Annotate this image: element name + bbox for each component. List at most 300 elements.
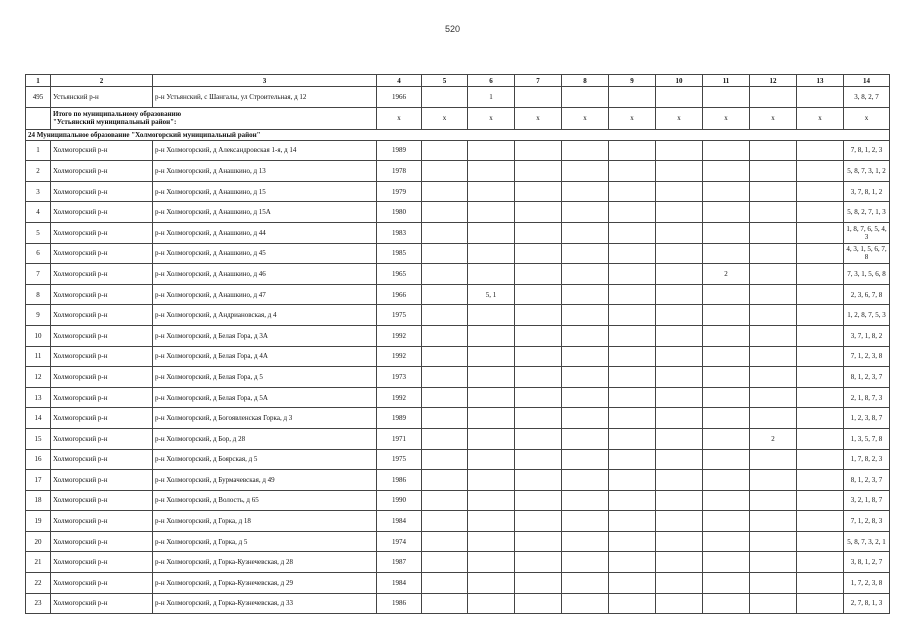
value-cell [562, 449, 609, 470]
value-cell [703, 387, 750, 408]
codes-cell: 7, 1, 2, 8, 3 [844, 511, 890, 532]
year-cell: 1992 [377, 346, 422, 367]
value-cell [703, 202, 750, 223]
value-cell [703, 284, 750, 305]
district-cell: Холмогорский р-н [51, 346, 153, 367]
section-row [26, 129, 890, 140]
year-cell: 1966 [377, 284, 422, 305]
value-cell [422, 408, 468, 429]
district-cell: Холмогорский р-н [51, 511, 153, 532]
value-cell [750, 222, 797, 243]
address-cell: р-н Холмогорский, д Анашкино, д 47 [153, 284, 377, 305]
year-cell: 1971 [377, 428, 422, 449]
district-cell: Холмогорский р-н [51, 202, 153, 223]
value-cell [797, 243, 844, 264]
subtotal-mark: x [656, 107, 703, 129]
table-row [26, 346, 890, 367]
value-cell [422, 325, 468, 346]
codes-cell: 5, 8, 7, 3, 1, 2 [844, 161, 890, 182]
value-cell [797, 511, 844, 532]
column-header: 8 [562, 75, 609, 87]
value-cell [468, 264, 515, 285]
row-number: 22 [26, 573, 51, 594]
value-cell [422, 511, 468, 532]
district-cell: Холмогорский р-н [51, 161, 153, 182]
value-cell [515, 346, 562, 367]
value-cell [562, 367, 609, 388]
value-cell [750, 449, 797, 470]
value-cell [515, 140, 562, 161]
value-cell [609, 305, 656, 326]
table-row [26, 490, 890, 511]
value-cell [515, 408, 562, 429]
value-cell [468, 161, 515, 182]
year-cell: 1966 [377, 87, 422, 108]
value-cell [797, 593, 844, 614]
value-cell [562, 470, 609, 491]
address-cell: р-н Холмогорский, д Анашкино, д 13 [153, 161, 377, 182]
value-cell [703, 87, 750, 108]
value-cell [609, 387, 656, 408]
value-cell [703, 511, 750, 532]
column-header: 11 [703, 75, 750, 87]
address-cell: р-н Устьянский, с Шангалы, ул Строительная, д 12 [153, 87, 377, 108]
row-number: 1 [26, 140, 51, 161]
row-number: 3 [26, 181, 51, 202]
value-cell [750, 511, 797, 532]
address-cell: р-н Холмогорский, д Анашкино, д 46 [153, 264, 377, 285]
row-number: 14 [26, 408, 51, 429]
value-cell [515, 593, 562, 614]
value-cell [562, 511, 609, 532]
value-cell [750, 531, 797, 552]
value-cell [656, 222, 703, 243]
value-cell [656, 593, 703, 614]
subtotal-mark: x [377, 107, 422, 129]
row-number: 11 [26, 346, 51, 367]
value-cell [750, 490, 797, 511]
value-cell [468, 202, 515, 223]
row-number: 16 [26, 449, 51, 470]
value-cell [609, 490, 656, 511]
value-cell [797, 325, 844, 346]
year-cell: 1989 [377, 140, 422, 161]
value-cell [656, 264, 703, 285]
table-row [26, 325, 890, 346]
district-cell: Холмогорский р-н [51, 140, 153, 161]
year-cell: 1980 [377, 202, 422, 223]
district-cell: Холмогорский р-н [51, 284, 153, 305]
value-cell [422, 87, 468, 108]
value-cell [797, 490, 844, 511]
value-cell [422, 552, 468, 573]
value-cell [562, 573, 609, 594]
value-cell [750, 284, 797, 305]
value-cell [422, 387, 468, 408]
value-cell [609, 531, 656, 552]
value-cell [656, 511, 703, 532]
value-cell [422, 490, 468, 511]
year-cell: 1983 [377, 222, 422, 243]
value-cell [797, 222, 844, 243]
value-cell [797, 552, 844, 573]
codes-cell: 3, 8, 1, 2, 7 [844, 552, 890, 573]
value-cell [468, 490, 515, 511]
subtotal-mark: x [797, 107, 844, 129]
year-cell: 1975 [377, 449, 422, 470]
value-cell [609, 573, 656, 594]
value-cell [515, 161, 562, 182]
column-header: 1 [26, 75, 51, 87]
column-header: 6 [468, 75, 515, 87]
value-cell [797, 284, 844, 305]
address-cell: р-н Холмогорский, д Горка-Кузнечевская, д 33 [153, 593, 377, 614]
value-cell [468, 428, 515, 449]
value-cell [562, 490, 609, 511]
value-cell [797, 387, 844, 408]
value-cell [515, 87, 562, 108]
address-cell: р-н Холмогорский, д Анашкино, д 15А [153, 202, 377, 223]
value-cell [703, 490, 750, 511]
value-cell [797, 408, 844, 429]
value-cell [656, 428, 703, 449]
row-number: 12 [26, 367, 51, 388]
table-row [26, 408, 890, 429]
value-cell [562, 243, 609, 264]
district-cell: Холмогорский р-н [51, 387, 153, 408]
value-cell [468, 408, 515, 429]
value-cell [562, 140, 609, 161]
row-number: 23 [26, 593, 51, 614]
year-cell: 1992 [377, 325, 422, 346]
value-cell [609, 222, 656, 243]
value-cell [656, 161, 703, 182]
value-cell [656, 490, 703, 511]
codes-cell: 3, 7, 8, 1, 2 [844, 181, 890, 202]
section-title: 24 Муниципальное образование "Холмогорский муниципальный район" [26, 129, 890, 140]
value-cell [703, 408, 750, 429]
address-cell: р-н Холмогорский, д Горка, д 5 [153, 531, 377, 552]
value-cell [422, 470, 468, 491]
value-cell [750, 140, 797, 161]
address-cell: р-н Холмогорский, д Бурмачевская, д 49 [153, 470, 377, 491]
row-number: 19 [26, 511, 51, 532]
value-cell [656, 387, 703, 408]
value-cell [468, 325, 515, 346]
value-cell [468, 531, 515, 552]
value-cell [656, 531, 703, 552]
value-cell: 5, 1 [468, 284, 515, 305]
value-cell [750, 346, 797, 367]
row-number: 7 [26, 264, 51, 285]
year-cell: 1990 [377, 490, 422, 511]
subtotal-title-line: "Устьянский муниципальный район": [53, 118, 177, 127]
value-cell [750, 552, 797, 573]
value-cell [422, 202, 468, 223]
value-cell [703, 531, 750, 552]
row-number: 18 [26, 490, 51, 511]
address-cell: р-н Холмогорский, д Горка-Кузнечевская, д 28 [153, 552, 377, 573]
value-cell [656, 202, 703, 223]
value-cell [422, 161, 468, 182]
value-cell [468, 573, 515, 594]
value-cell [703, 161, 750, 182]
value-cell [750, 367, 797, 388]
table-row [26, 284, 890, 305]
table-row [26, 140, 890, 161]
value-cell [422, 140, 468, 161]
address-cell: р-н Холмогорский, д Анашкино, д 45 [153, 243, 377, 264]
district-cell: Холмогорский р-н [51, 531, 153, 552]
value-cell [656, 284, 703, 305]
value-cell [703, 222, 750, 243]
value-cell [468, 593, 515, 614]
column-number-row [26, 75, 890, 87]
column-header: 2 [51, 75, 153, 87]
subtotal-title-line: Итого по муниципальному образованию [53, 110, 182, 119]
value-cell [609, 449, 656, 470]
value-cell [609, 202, 656, 223]
value-cell [750, 387, 797, 408]
table-row [26, 264, 890, 285]
district-cell: Холмогорский р-н [51, 552, 153, 573]
subtotal-row [26, 107, 890, 129]
value-cell [468, 511, 515, 532]
value-cell [703, 593, 750, 614]
table-row [26, 511, 890, 532]
value-cell [703, 573, 750, 594]
table-row [26, 552, 890, 573]
row-number: 10 [26, 325, 51, 346]
value-cell [422, 573, 468, 594]
codes-cell: 1, 7, 2, 3, 8 [844, 573, 890, 594]
subtotal-mark: x [468, 107, 515, 129]
value-cell [515, 490, 562, 511]
value-cell [562, 181, 609, 202]
codes-cell: 1, 3, 5, 7, 8 [844, 428, 890, 449]
value-cell [422, 284, 468, 305]
row-number: 17 [26, 470, 51, 491]
value-cell [609, 552, 656, 573]
value-cell [797, 140, 844, 161]
table-row [26, 243, 890, 264]
housing-register-table [25, 74, 890, 614]
value-cell [703, 552, 750, 573]
value-cell [515, 222, 562, 243]
address-cell: р-н Холмогорский, д Горка-Кузнечевская, д 29 [153, 573, 377, 594]
address-cell: р-н Холмогорский, д Волость, д 65 [153, 490, 377, 511]
value-cell [797, 161, 844, 182]
year-cell: 1973 [377, 367, 422, 388]
value-cell [609, 408, 656, 429]
value-cell [609, 284, 656, 305]
subtotal-mark: x [562, 107, 609, 129]
value-cell [797, 181, 844, 202]
value-cell [609, 140, 656, 161]
address-cell: р-н Холмогорский, д Бор, д 28 [153, 428, 377, 449]
district-cell: Холмогорский р-н [51, 470, 153, 491]
codes-cell: 1, 7, 8, 2, 3 [844, 449, 890, 470]
value-cell [656, 367, 703, 388]
table-row [26, 573, 890, 594]
table-row [26, 428, 890, 449]
codes-cell: 7, 3, 1, 5, 6, 8 [844, 264, 890, 285]
column-header: 14 [844, 75, 890, 87]
subtotal-mark: x [844, 107, 890, 129]
value-cell [656, 140, 703, 161]
value-cell [515, 511, 562, 532]
value-cell [562, 87, 609, 108]
value-cell [422, 264, 468, 285]
table-row [26, 470, 890, 491]
district-cell: Холмогорский р-н [51, 428, 153, 449]
table-row [26, 222, 890, 243]
value-cell [703, 428, 750, 449]
year-cell: 1978 [377, 161, 422, 182]
value-cell [750, 243, 797, 264]
value-cell [422, 367, 468, 388]
value-cell [562, 593, 609, 614]
value-cell [609, 593, 656, 614]
value-cell [797, 573, 844, 594]
value-cell [562, 305, 609, 326]
value-cell [797, 470, 844, 491]
value-cell [468, 552, 515, 573]
value-cell [797, 428, 844, 449]
district-cell: Холмогорский р-н [51, 490, 153, 511]
value-cell [656, 552, 703, 573]
value-cell [562, 531, 609, 552]
row-number: 2 [26, 161, 51, 182]
value-cell [515, 387, 562, 408]
subtotal-title [51, 107, 377, 129]
row-number: 15 [26, 428, 51, 449]
address-cell: р-н Холмогорский, д Белая Гора, д 5А [153, 387, 377, 408]
value-cell [515, 325, 562, 346]
value-cell [609, 346, 656, 367]
value-cell [797, 449, 844, 470]
value-cell [609, 87, 656, 108]
value-cell [797, 87, 844, 108]
codes-cell: 1, 2, 3, 8, 7 [844, 408, 890, 429]
value-cell [422, 449, 468, 470]
table-row [26, 181, 890, 202]
address-cell: р-н Холмогорский, д Белая Гора, д 3А [153, 325, 377, 346]
value-cell [703, 449, 750, 470]
district-cell: Холмогорский р-н [51, 222, 153, 243]
value-cell [750, 573, 797, 594]
value-cell [468, 470, 515, 491]
value-cell [468, 222, 515, 243]
value-cell [562, 346, 609, 367]
value-cell [562, 428, 609, 449]
table-row [26, 593, 890, 614]
codes-cell: 3, 8, 2, 7 [844, 87, 890, 108]
codes-cell: 7, 8, 1, 2, 3 [844, 140, 890, 161]
value-cell [422, 181, 468, 202]
district-cell: Холмогорский р-н [51, 181, 153, 202]
value-cell [422, 531, 468, 552]
value-cell [468, 449, 515, 470]
value-cell [797, 346, 844, 367]
value-cell [703, 140, 750, 161]
value-cell [468, 243, 515, 264]
value-cell [797, 264, 844, 285]
value-cell [703, 346, 750, 367]
district-cell: Холмогорский р-н [51, 243, 153, 264]
value-cell [468, 367, 515, 388]
value-cell [609, 367, 656, 388]
value-cell [656, 408, 703, 429]
address-cell: р-н Холмогорский, д Белая Гора, д 4А [153, 346, 377, 367]
value-cell [515, 449, 562, 470]
value-cell [422, 222, 468, 243]
column-header: 12 [750, 75, 797, 87]
column-header: 5 [422, 75, 468, 87]
district-cell: Холмогорский р-н [51, 449, 153, 470]
district-cell: Холмогорский р-н [51, 408, 153, 429]
column-header: 4 [377, 75, 422, 87]
address-cell: р-н Холмогорский, д Боярская, д 5 [153, 449, 377, 470]
value-cell [515, 470, 562, 491]
district-cell: Устьянский р-н [51, 87, 153, 108]
address-cell: р-н Холмогорский, д Анашкино, д 44 [153, 222, 377, 243]
value-cell [515, 367, 562, 388]
codes-cell: 5, 8, 7, 3, 2, 1 [844, 531, 890, 552]
codes-cell: 3, 7, 1, 8, 2 [844, 325, 890, 346]
address-cell: р-н Холмогорский, д Богоявленская Горка, д 3 [153, 408, 377, 429]
row-number: 4 [26, 202, 51, 223]
year-cell: 1986 [377, 593, 422, 614]
table-row [26, 202, 890, 223]
value-cell [750, 593, 797, 614]
district-cell: Холмогорский р-н [51, 593, 153, 614]
row-number: 21 [26, 552, 51, 573]
value-cell [515, 202, 562, 223]
value-cell [422, 243, 468, 264]
row-number: 6 [26, 243, 51, 264]
value-cell [562, 161, 609, 182]
value-cell: 1 [468, 87, 515, 108]
value-cell [656, 87, 703, 108]
year-cell: 1975 [377, 305, 422, 326]
value-cell [562, 284, 609, 305]
district-cell: Холмогорский р-н [51, 305, 153, 326]
address-cell: р-н Холмогорский, д Анашкино, д 15 [153, 181, 377, 202]
value-cell [562, 325, 609, 346]
table-row [26, 161, 890, 182]
value-cell [515, 428, 562, 449]
district-cell: Холмогорский р-н [51, 325, 153, 346]
value-cell [562, 552, 609, 573]
value-cell [609, 325, 656, 346]
row-number: 9 [26, 305, 51, 326]
row-number: 495 [26, 87, 51, 108]
value-cell [656, 470, 703, 491]
value-cell [562, 264, 609, 285]
value-cell [750, 325, 797, 346]
value-cell [422, 346, 468, 367]
value-cell [750, 87, 797, 108]
value-cell [515, 305, 562, 326]
value-cell [609, 264, 656, 285]
value-cell [515, 181, 562, 202]
value-cell [468, 181, 515, 202]
page-number: 520 [444, 24, 461, 34]
value-cell [562, 387, 609, 408]
value-cell [656, 449, 703, 470]
value-cell [703, 181, 750, 202]
